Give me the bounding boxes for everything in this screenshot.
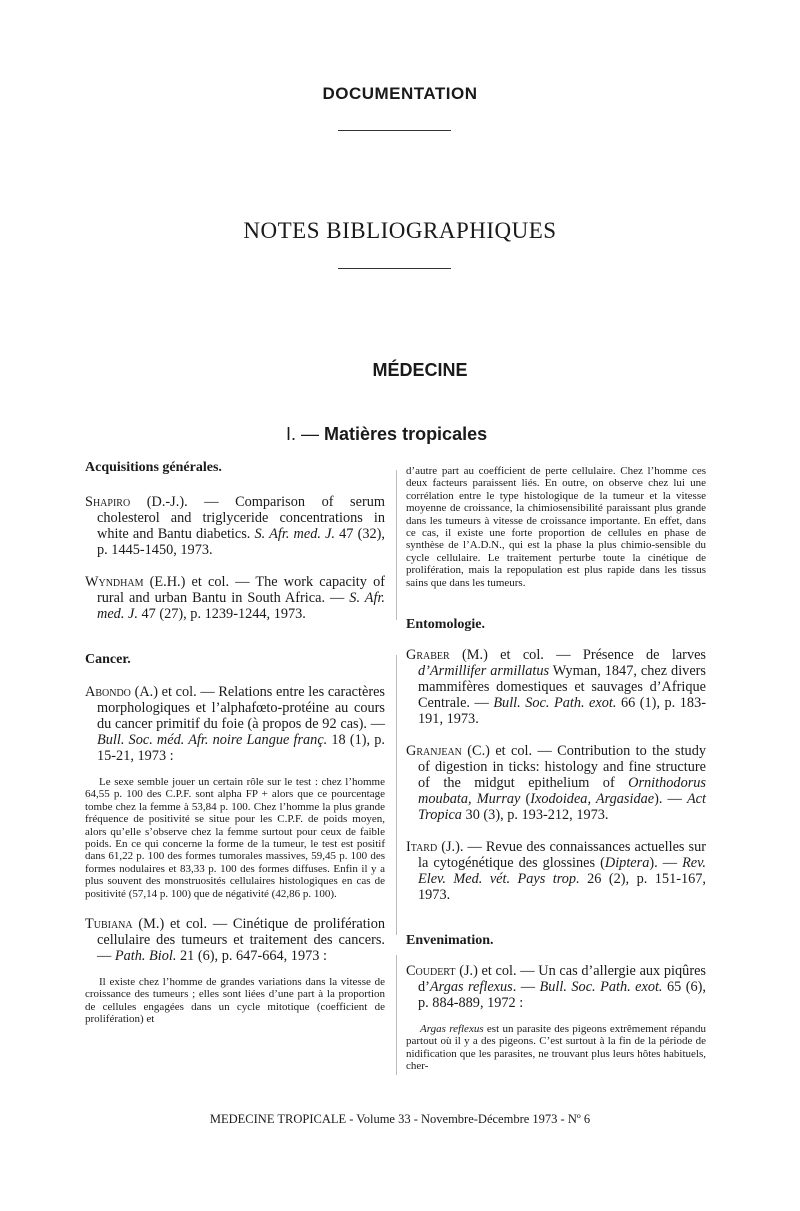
- reference-itard: [406, 839, 706, 903]
- heading-acquisitions: Acquisitions générales.: [85, 460, 222, 475]
- abstract-tubiana: Il existe chez l’homme de grandes variations dans la vitesse de croissance des tumeurs ; elles sont liées d’une part à la proportion de cellules engagées dans un cycle mitotique (coefficient de prolifération) et: [85, 976, 385, 1026]
- author: Coudert: [406, 963, 456, 980]
- author: Itard: [406, 839, 438, 856]
- column-divider: [396, 955, 397, 1075]
- section-heading: DOCUMENTATION: [322, 84, 478, 103]
- author: Tubiana: [85, 916, 133, 933]
- journal: S. Afr. med. J.: [254, 526, 336, 542]
- taxon: Ixodoidea, Argasidae: [530, 791, 655, 808]
- reference-abondo: [85, 684, 385, 764]
- ref-tail: 21 (6), p. 647-664, 1973 :: [176, 948, 327, 965]
- reference-shapiro: [85, 494, 385, 558]
- rule: [338, 268, 451, 269]
- ref-tail: 30 (3), p. 193-212, 1973.: [461, 807, 609, 824]
- journal: S. Afr. med. J.: [97, 590, 386, 622]
- ref-text: (D.-J.). — Comparison of serum cholesterol and triglyceride concentrations in white and Bantu diabetics.: [97, 494, 385, 542]
- taxon: Diptera: [604, 855, 650, 872]
- reference-granjean: [406, 743, 706, 823]
- ref-text: (J.). — Revue des connaissances actuelles sur la cytogénétique des glossines (: [418, 839, 706, 872]
- author: Graber: [406, 647, 450, 664]
- reference-wyndham: [85, 574, 385, 622]
- species: Argas reflexus: [429, 979, 513, 996]
- heading-cancer: Cancer.: [85, 652, 131, 667]
- abstract-text: est un parasite des pigeons extrêmement répandu partout où il y a des pigeons. C’est surtout à la fin de la période de nidification que les parasites, ne trouvant plus leurs hôtes habituels, cher-: [406, 1023, 706, 1073]
- heading-envenimation: Envenimation.: [406, 933, 494, 949]
- ref-text: (J.) et col. — Un cas d’allergie aux piqûres d’: [418, 963, 706, 996]
- ref-text: (M.) et col. — Présence de larves: [449, 647, 706, 664]
- ref-tail: 47 (32), p. 1445-1450, 1973.: [97, 526, 385, 558]
- ref-text: (M.) et col. — Cinétique de prolifération cellulaire des tumeurs et traitement des cancers. —: [97, 916, 385, 965]
- abstract-coudert: [406, 1023, 706, 1073]
- ref-text: (: [520, 791, 531, 808]
- column-divider: [396, 655, 397, 935]
- category-heading: MÉDECINE: [372, 360, 468, 380]
- author: Granjean: [406, 743, 462, 760]
- page-footer: MEDECINE TROPICALE - Volume 33 - Novembre-Décembre 1973 - Nº 6: [209, 1112, 591, 1126]
- rule: [338, 130, 451, 131]
- ref-text: (A.) et col. — Relations entre les caractères morphologiques et l’alphafœto-protéine au cours du cancer primitif du foie (à propos de 92 cas). —: [97, 684, 385, 732]
- reference-graber: [406, 647, 706, 727]
- ref-text: (E.H.) et col. — The work capacity of rural and urban Bantu in South Africa. —: [97, 574, 385, 606]
- species: d’Armillifer armillatus: [418, 663, 550, 680]
- subsection-heading: [286, 424, 487, 445]
- journal: Path. Biol.: [114, 948, 177, 965]
- ref-text: (C.) et col. — Contribution to the study of digestion in ticks: histology and fine structure of the midgut epithelium of: [418, 743, 706, 792]
- ref-tail: 47 (27), p. 1239-1244, 1973.: [137, 606, 306, 622]
- ref-tail: 18 (1), p. 15-21, 1973 :: [97, 732, 385, 764]
- ref-text: . —: [512, 979, 540, 996]
- column-divider: [396, 470, 397, 620]
- ref-text: ). —: [649, 855, 683, 872]
- journal: Bull. Soc. Path. exot.: [539, 979, 663, 996]
- ref-tail: 26 (2), p. 151-167, 1973.: [418, 871, 706, 904]
- journal: Bull. Soc. Path. exot.: [493, 695, 617, 712]
- ref-tail: 65 (6), p. 884-889, 1972 :: [418, 979, 706, 1012]
- abstract-tubiana-cont: d’autre part au coefficient de perte cellulaire. Chez l’homme ces deux facteurs paraissent liés. En outre, on observe chez lui une corrélation entre le type histologique de la tumeur et la vitesse moyenne de croissance, la chimiosensibilité paraissant plus grande dans les tumeurs à vitesse de croissance importante. En effet, dans ce cas, il existe une forte proportion de cellules en phase de synthèse de l’A.D.N., qui est la phase la plus chimio-sensible du cycle cellulaire. Le traitement perturbe toute la cinétique de prolifération, mais la repopulation est plus rapide dans les tissus sains que dans les tumeurs.: [406, 465, 706, 589]
- journal: Act Tropica: [418, 791, 707, 824]
- subsection-number: I. —: [286, 424, 320, 444]
- species: Ornithodorus moubata, Murray: [418, 775, 706, 808]
- species: Argas reflexus: [420, 1023, 484, 1036]
- subsection-title: Matières tropicales: [324, 424, 488, 444]
- page-title: NOTES BIBLIOGRAPHIQUES: [243, 218, 557, 243]
- author: Shapiro: [85, 494, 131, 510]
- right-column: [406, 465, 706, 1073]
- ref-tail: 66 (1), p. 183-191, 1973.: [418, 695, 706, 728]
- author: Wyndham: [85, 574, 144, 590]
- ref-text: ). —: [654, 791, 687, 808]
- ref-text: Wyman, 1847, chez divers mammifères domestiques et sauvages d’Afrique Centrale. —: [418, 663, 706, 712]
- abstract-abondo: Le sexe semble jouer un certain rôle sur le test : chez l’homme 64,55 p. 100 des C.P.F. sont alpha FP + alors que ce pourcentage tombe chez la femme à 53,84 p. 100. Chez l’homme la plus grande fréquence de positivité se situe pour les C.P.F. de poids moyen, alors qu’elle s’observe chez la femme surtout pour ceux de faible poids. En ce qui concerne la forme de la tumeur, le test est positif dans 61,22 p. 100 des formes tumorales massives, 59,45 p. 100 des formes nodulaires et 83,33 p. 100 des formes diffuses. Enfin il y a plus souvent des monstruosités cellulaires histologiques en cas de positivité (57,14 p. 100) que de négativité (42,86 p. 100).: [85, 776, 385, 900]
- heading-entomologie: Entomologie.: [406, 617, 485, 633]
- reference-coudert: [406, 963, 706, 1011]
- journal: Rev. Elev. Med. vét. Pays trop.: [418, 855, 706, 888]
- reference-tubiana: [85, 916, 385, 964]
- journal: Bull. Soc. méd. Afr. noire Langue franç.: [97, 732, 328, 748]
- left-column: [85, 460, 385, 1026]
- author: Abondo: [85, 684, 131, 700]
